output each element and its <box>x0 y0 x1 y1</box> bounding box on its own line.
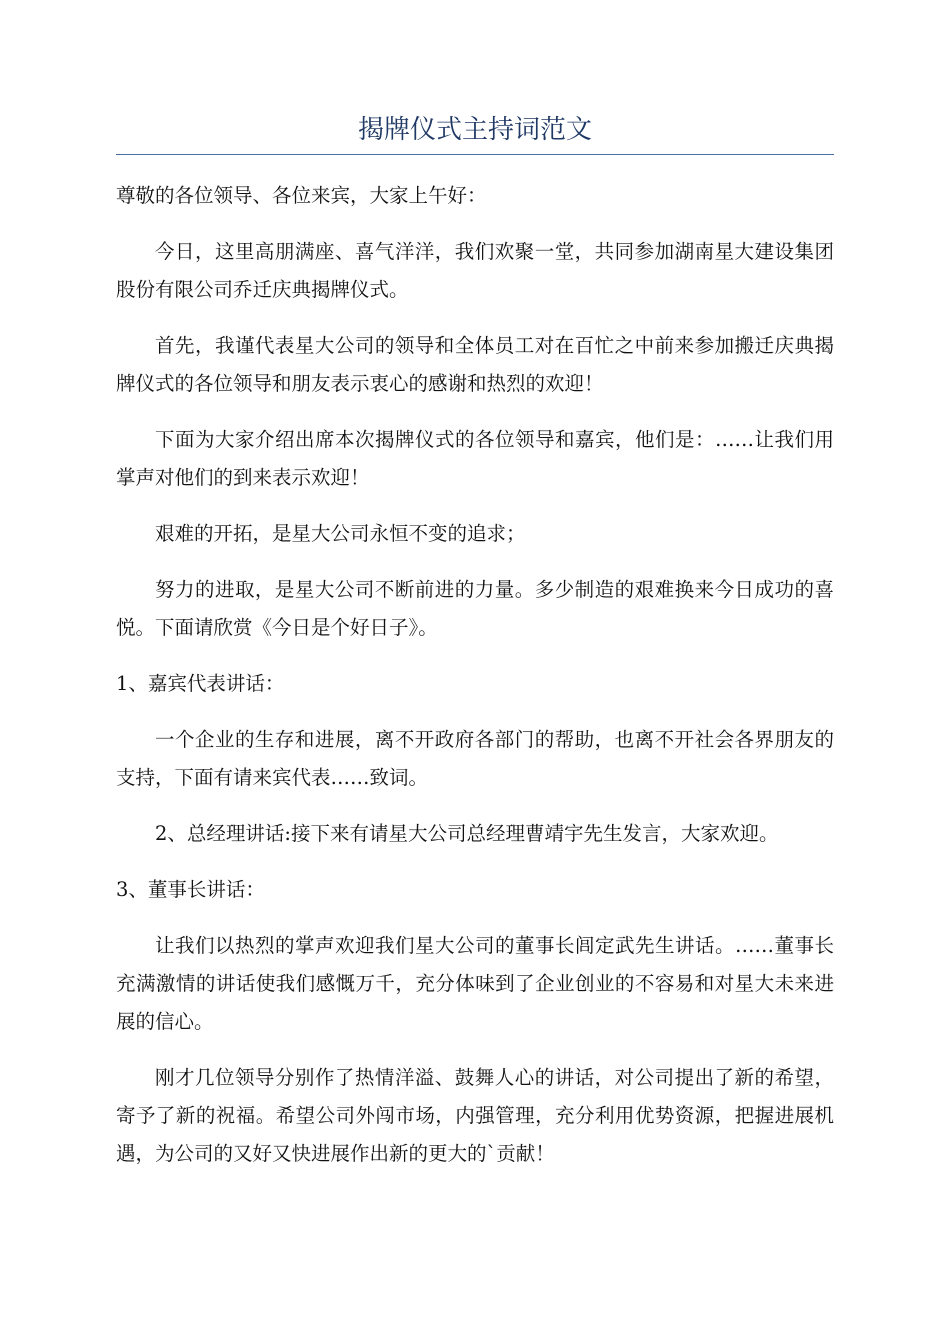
paragraph-greeting: 尊敬的各位领导、各位来宾，大家上午好： <box>116 184 487 207</box>
paragraph: 一个企业的生存和进展，离不开政府各部门的帮助，也离不开社会各界朋友的支持，下面有请来宾代表……致词。 <box>116 728 834 789</box>
section-gm-speech: 2、总经理讲话:接下来有请星大公司总经理曹靖宇先生发言，大家欢迎。 <box>155 822 779 845</box>
paragraph: 让我们以热烈的掌声欢迎我们星大公司的董事长闾定武先生讲话。……董事长充满激情的讲话使我们感慨万千，充分体味到了企业创业的不容易和对星大未来进展的信心。 <box>116 934 834 1033</box>
document-page <box>116 110 834 1191</box>
paragraph: 首先，我谨代表星大公司的领导和全体员工对在百忙之中前来参加搬迁庆典揭牌仪式的各位领导和朋友表示衷心的感谢和热烈的欢迎！ <box>116 334 834 395</box>
paragraph: 今日，这里高朋满座、喜气洋洋，我们欢聚一堂，共同参加湖南星大建设集团股份有限公司乔迁庆典揭牌仪式。 <box>116 240 834 301</box>
document-title: 揭牌仪式主持词范文 <box>116 110 834 155</box>
section-heading-chairman-speech: 3、董事长讲话： <box>116 878 265 901</box>
section-heading-guest-speech: 1、嘉宾代表讲话： <box>116 672 285 695</box>
paragraph: 艰难的开拓，是星大公司永恒不变的追求； <box>155 522 526 545</box>
paragraph: 努力的进取，是星大公司不断前进的力量。多少制造的艰难换来今日成功的喜悦。下面请欣赏《今日是个好日子》。 <box>116 578 834 639</box>
paragraph: 刚才几位领导分别作了热情洋溢、鼓舞人心的讲话，对公司提出了新的希望，寄予了新的祝福。希望公司外闯市场，内强管理，充分利用优势资源，把握进展机遇，为公司的又好又快进展作出新的更大的`贡献！ <box>116 1066 834 1165</box>
paragraph: 下面为大家介绍出席本次揭牌仪式的各位领导和嘉宾，他们是：……让我们用掌声对他们的到来表示欢迎！ <box>116 428 834 489</box>
document-body <box>116 177 834 1173</box>
